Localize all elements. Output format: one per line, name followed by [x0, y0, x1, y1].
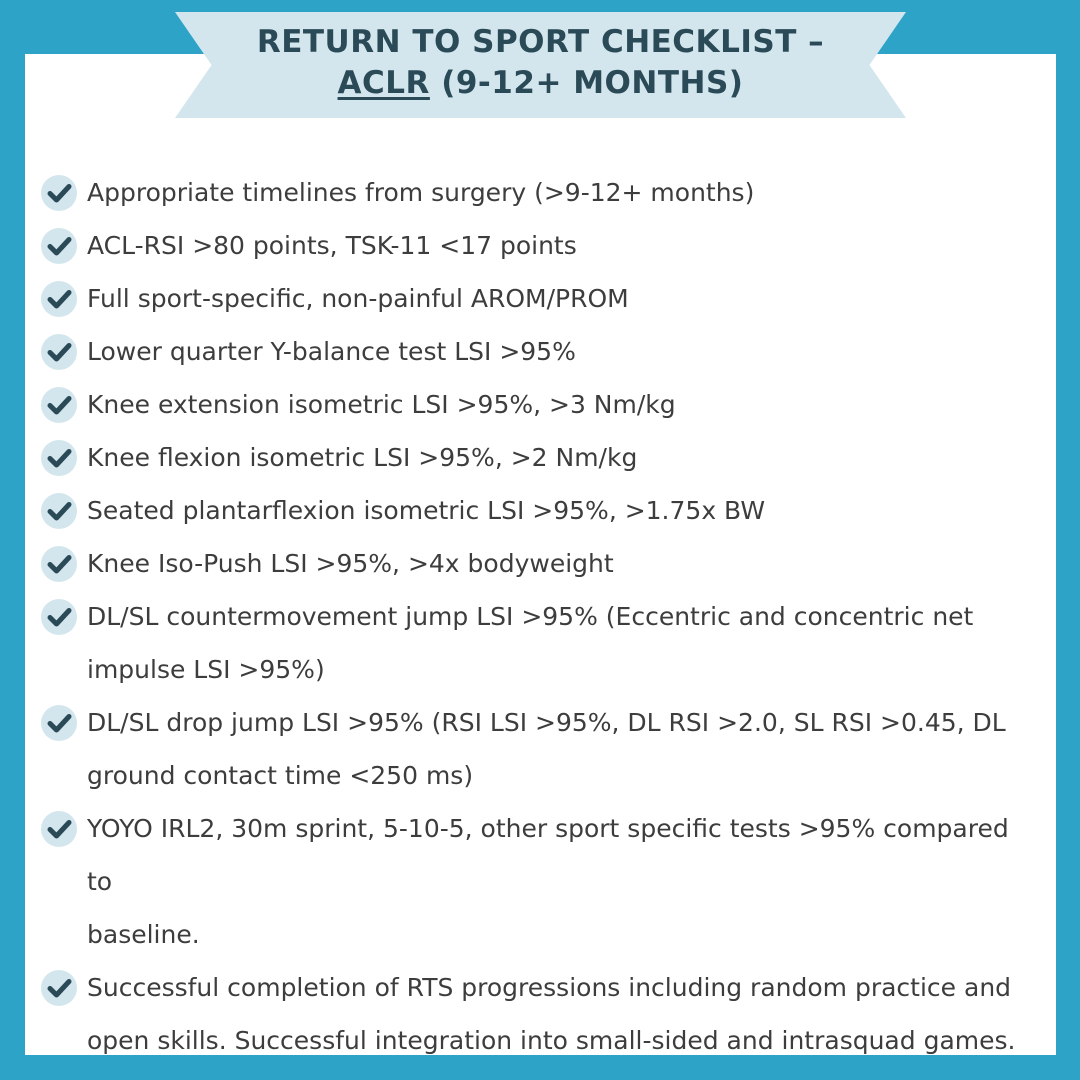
checklist-item: [40, 696, 1040, 802]
checklist-item: [40, 484, 1040, 537]
checklist-item: [40, 802, 1040, 961]
check-icon: [40, 333, 78, 371]
checklist-item: [40, 961, 1040, 1067]
checklist-item: [40, 219, 1040, 272]
checklist-item: [40, 431, 1040, 484]
checklist-item: [40, 325, 1040, 378]
check-icon: [40, 439, 78, 477]
checklist-item: [40, 378, 1040, 431]
checklist-item: [40, 166, 1040, 219]
page-title: [175, 22, 906, 104]
checklist-item-text: Full sport-specific, non-painful AROM/PROM: [87, 284, 629, 313]
checklist-item-text: Seated plantarflexion isometric LSI >95%, >1.75x BW: [87, 496, 766, 525]
check-icon: [40, 492, 78, 530]
checklist-item: [40, 537, 1040, 590]
checklist-item-text: Knee flexion isometric LSI >95%, >2 Nm/kg: [87, 443, 638, 472]
checklist: [40, 166, 1040, 1067]
check-icon: [40, 598, 78, 636]
checklist-item-text: Knee extension isometric LSI >95%, >3 Nm/kg: [87, 390, 676, 419]
check-icon: [40, 545, 78, 583]
check-icon: [40, 810, 78, 848]
check-icon: [40, 386, 78, 424]
title-duration: (9-12+ MONTHS): [429, 65, 744, 101]
check-icon: [40, 280, 78, 318]
checklist-item-text: DL/SL drop jump LSI >95% (RSI LSI >95%, DL RSI >2.0, SL RSI >0.45, DL ground contact time <250 ms): [87, 708, 1006, 790]
title-line-2: [175, 63, 906, 104]
title-line-1: RETURN TO SPORT CHECKLIST –: [256, 24, 825, 60]
title-aclr: ACLR: [337, 65, 430, 101]
check-icon: [40, 969, 78, 1007]
checklist-item-text: ACL-RSI >80 points, TSK-11 <17 points: [87, 231, 577, 260]
checklist-item: [40, 272, 1040, 325]
check-icon: [40, 227, 78, 265]
checklist-item-text: Knee Iso-Push LSI >95%, >4x bodyweight: [87, 549, 614, 578]
checklist-item-text: DL/SL countermovement jump LSI >95% (Eccentric and concentric net impulse LSI >95%): [87, 602, 974, 684]
check-icon: [40, 174, 78, 212]
checklist-item-text: Lower quarter Y-balance test LSI >95%: [87, 337, 576, 366]
checklist-item: [40, 590, 1040, 696]
check-icon: [40, 704, 78, 742]
checklist-item-text: Appropriate timelines from surgery (>9-12+ months): [87, 178, 755, 207]
checklist-item-text: Successful completion of RTS progressions including random practice and open skills. Successful integration into small-sided and intrasquad games.: [87, 973, 1016, 1055]
checklist-item-text: YOYO IRL2, 30m sprint, 5-10-5, other sport specific tests >95% compared to baseline.: [87, 814, 1009, 949]
